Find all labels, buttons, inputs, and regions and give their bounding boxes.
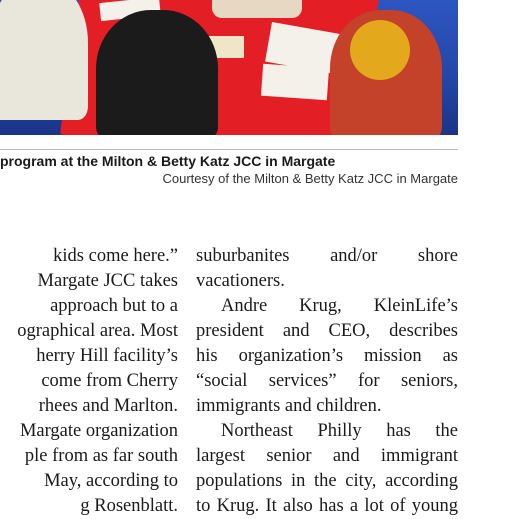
- text-line: Margate organization: [19, 421, 178, 441]
- text-line: kids come here.”: [53, 246, 178, 266]
- photo-person-left: [0, 0, 88, 120]
- text-line: ographical area. Most: [17, 321, 178, 341]
- text-line: immigrants and children.: [196, 396, 382, 416]
- caption-rule: [0, 149, 458, 150]
- text-line: populations in the city, according: [196, 471, 458, 491]
- text-line: May, according to: [44, 471, 178, 491]
- text-line: Margate JCC takes: [37, 271, 178, 291]
- text-line: “social services” for seniors,: [196, 371, 458, 391]
- text-line: president and CEO, describes: [196, 321, 458, 341]
- paragraph-start: Northeast Philly has the: [221, 421, 458, 441]
- text-line: his organization’s mission as: [196, 346, 458, 366]
- text-line: to Krug. It also has a lot of young: [196, 496, 458, 516]
- text-line: suburbanites and/or shore: [196, 246, 458, 266]
- photo-person-back: [212, 0, 302, 18]
- right-column: [196, 244, 458, 519]
- photo-pattern: [350, 20, 410, 80]
- text-line: ple from as far south: [24, 446, 178, 466]
- photo-credit: Courtesy of the Milton & Betty Katz JCC in Margate: [162, 171, 458, 186]
- photo-person-center: [96, 10, 218, 135]
- caption-title: program at the Milton & Betty Katz JCC in Margate: [0, 153, 336, 169]
- text-line: g Rosenblatt.: [80, 496, 178, 516]
- text-line: herry Hill facility’s: [36, 346, 178, 366]
- article-photo: [0, 0, 458, 135]
- paragraph-start: Andre Krug, KleinLife’s: [221, 296, 458, 316]
- text-line: come from Cherry: [41, 371, 178, 391]
- text-line: rhees and Marlton.: [38, 396, 178, 416]
- text-line: vacationers.: [196, 271, 285, 291]
- text-line: approach but to a: [50, 296, 178, 316]
- text-line: largest senior and immigrant: [196, 446, 458, 466]
- left-column: [0, 244, 178, 519]
